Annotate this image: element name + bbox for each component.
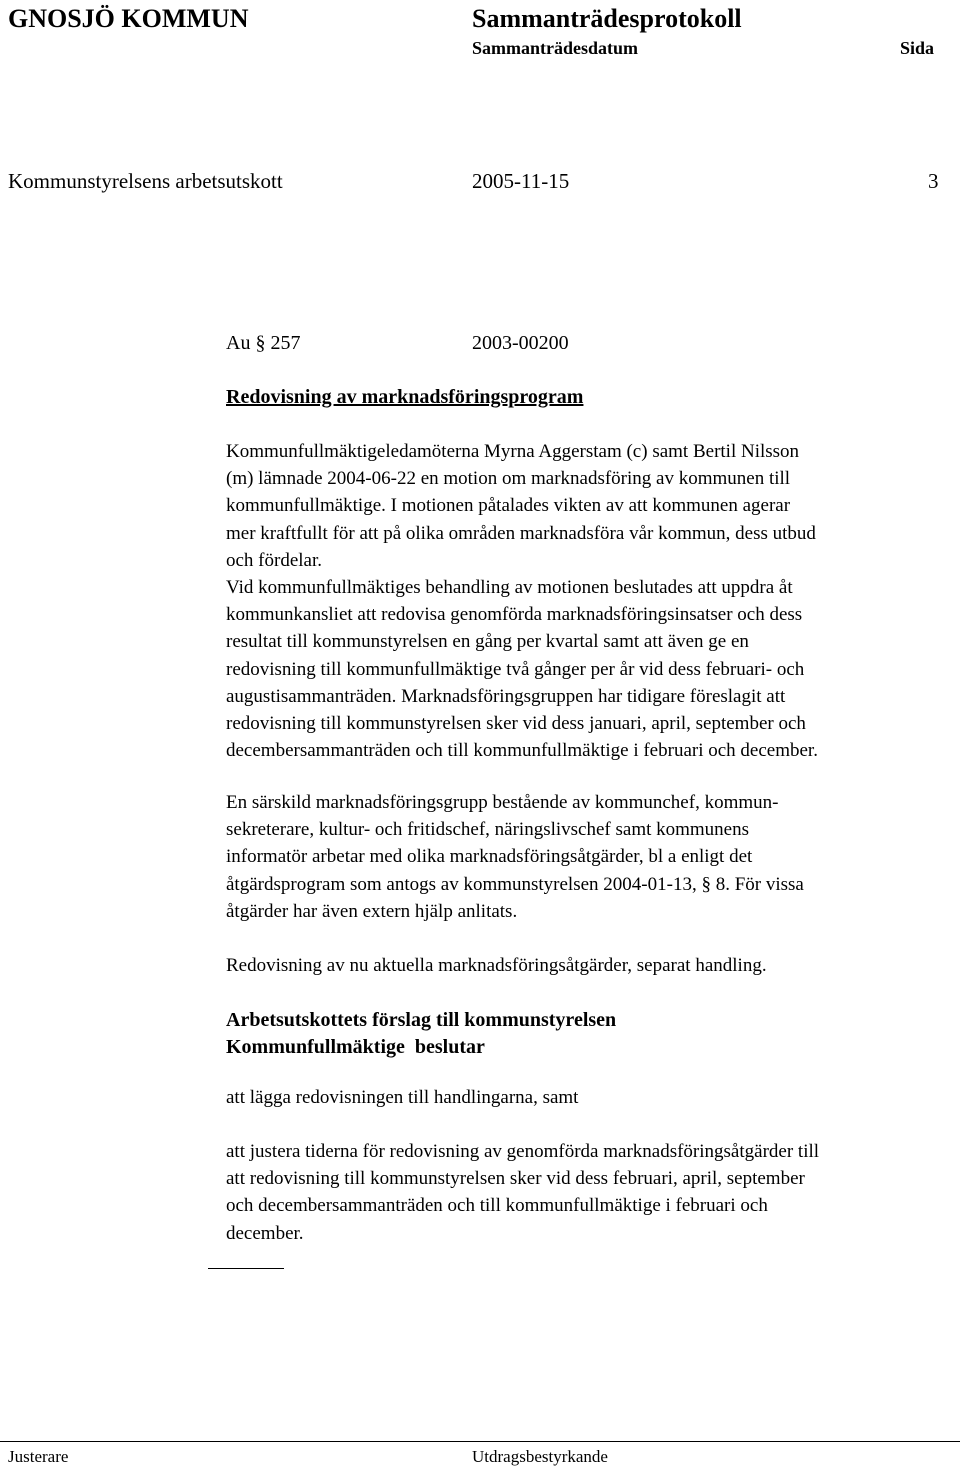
- proposal-subheading: Kommunfullmäktige beslutar: [226, 1036, 485, 1059]
- paragraph-current-measures: [226, 952, 956, 979]
- text-line: augustisammanträden. Marknadsföringsgruppen har tidigare föreslagit att: [226, 685, 786, 707]
- text-line: (m) lämnade 2004-06-22 en motion om marknadsföring av kommunen till: [226, 468, 791, 490]
- meeting-date: 2005-11-15: [472, 169, 570, 193]
- text-line: mer kraftfullt för att på olika områden marknadsföra vår kommun, dess utbud: [226, 522, 816, 544]
- decision-two: [226, 1138, 956, 1247]
- text-line: informatör arbetar med olika marknadsföringsåtgärder, bl a enligt det: [226, 846, 753, 868]
- text-line: december.: [226, 1222, 304, 1244]
- paragraph-marketing-group: [226, 789, 956, 925]
- text-line: Redovisning av nu aktuella marknadsföringsåtgärder, separat handling.: [226, 955, 767, 976]
- decision-one: [226, 1084, 956, 1111]
- text-line: redovisning till kommunfullmäktige två gånger per år vid dess februari- och: [226, 658, 805, 680]
- text-line: åtgärder har även extern hjälp anlitats.: [226, 900, 518, 922]
- text-line: kommunfullmäktige. I motionen påtalades vikten av att kommunen agerar: [226, 495, 791, 517]
- item-title: Redovisning av marknadsföringsprogram: [226, 386, 584, 408]
- text-line: resultat till kommunstyrelsen en gång per kvartal samt att även ge en: [226, 631, 749, 653]
- text-line: och fördelar.: [226, 549, 323, 571]
- paragraph-motion: [226, 438, 956, 574]
- document-type: Sammanträdesprotokoll: [472, 4, 742, 33]
- text-line: att justera tiderna för redovisning av genomförda marknadsföringsåtgärder till: [226, 1141, 820, 1162]
- footer-utdragsbestyrkande: Utdragsbestyrkande: [472, 1447, 608, 1466]
- municipality-name: GNOSJÖ KOMMUN: [8, 4, 249, 33]
- footer-justerare: Justerare: [8, 1447, 69, 1466]
- closing-rule: [208, 1268, 284, 1269]
- paragraph-assignment: [226, 574, 956, 764]
- footer-divider: [0, 1441, 960, 1442]
- page-label: Sida: [900, 38, 935, 58]
- text-line: åtgärdsprogram som antogs av kommunstyrelsen 2004-01-13, § 8. För vissa: [226, 873, 804, 895]
- text-line: att redovisning till kommunstyrelsen sker vid dess februari, april, september: [226, 1168, 805, 1190]
- text-line: kommunkansliet att redovisa genomförda marknadsföringsinsatser och dess: [226, 604, 803, 626]
- text-line: decembersammanträden och till kommunfullmäktige i februari och december.: [226, 740, 818, 762]
- text-line: och decembersammanträden och till kommunfullmäktige i februari och: [226, 1195, 768, 1217]
- committee-name: Kommunstyrelsens arbetsutskott: [8, 169, 283, 193]
- proposal-heading: [226, 1007, 956, 1061]
- text-line: En särskild marknadsföringsgrupp bestående av kommunchef, kommun-: [226, 792, 779, 813]
- case-number: 2003-00200: [472, 332, 569, 354]
- text-line: att lägga redovisningen till handlingarna, samt: [226, 1087, 579, 1108]
- text-line: Kommunfullmäktigeledamöterna Myrna Aggerstam (c) samt Bertil Nilsson: [226, 441, 800, 462]
- text-line: redovisning till kommunstyrelsen sker vid dess januari, april, september och: [226, 713, 806, 735]
- proposal-heading-text: Arbetsutskottets förslag till kommunstyrelsen: [226, 1009, 617, 1031]
- page-number: 3: [928, 169, 939, 193]
- meeting-date-label: Sammanträdesdatum: [472, 38, 639, 58]
- text-line: Vid kommunfullmäktiges behandling av motionen beslutades att uppdra åt: [226, 577, 793, 598]
- text-line: sekreterare, kultur- och fritidschef, näringslivschef samt kommunens: [226, 819, 750, 841]
- paragraph-number: Au § 257: [226, 332, 301, 354]
